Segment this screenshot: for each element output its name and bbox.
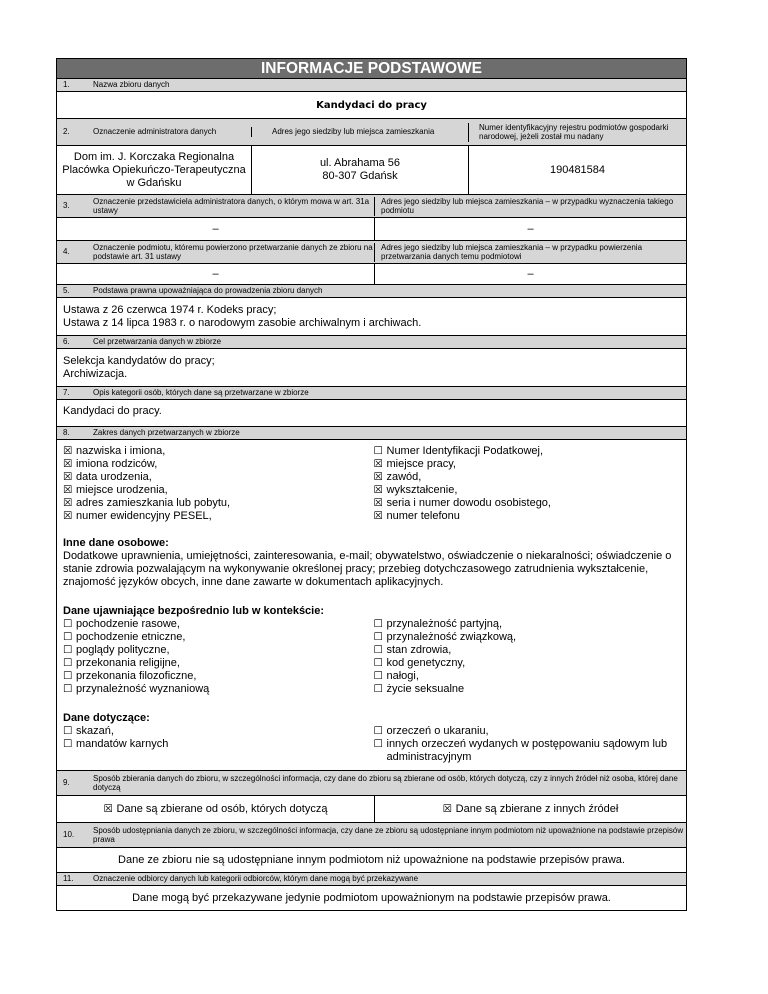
list-item	[63, 618, 370, 631]
list-item	[63, 471, 370, 484]
checked-box-icon[interactable]: ☒	[63, 484, 73, 496]
list-item	[63, 458, 370, 471]
checked-box-icon[interactable]: ☒	[373, 484, 383, 496]
administrator-name	[57, 146, 251, 194]
processor-name: –	[212, 267, 219, 280]
unchecked-box-icon[interactable]: ☐	[373, 445, 383, 457]
list-item	[63, 445, 370, 458]
registry-form	[56, 58, 687, 911]
representative-name: –	[212, 222, 219, 235]
list-item-label: przynależność związkową,	[386, 631, 517, 643]
list-item-label: innych orzeczeń wydanych w postępowaniu sądowym lub administracyjnym	[386, 738, 668, 763]
checkbox-label: Dane są zbierane z innych źródeł	[455, 802, 619, 815]
section-4-right-header: Adres jego siedziby lub miejsca zamieszkania – w przypadku powierzenia przetwarzania danych temu podmiotowi	[374, 243, 686, 262]
list-item	[374, 670, 681, 683]
unchecked-box-icon[interactable]: ☐	[373, 683, 383, 695]
other-data-heading: Inne dane osobowe:	[63, 537, 169, 549]
data-scope	[57, 439, 686, 770]
list-item-label: przynależność partyjną,	[386, 618, 503, 630]
checked-box-icon[interactable]: ☒	[63, 445, 73, 457]
checked-box-icon[interactable]: ☒	[373, 471, 383, 483]
checkbox-label: Dane są zbierane od osób, których dotyczą	[116, 802, 328, 815]
list-item	[374, 445, 681, 458]
list-item	[63, 631, 370, 644]
administrator-line: Placówka Opiekuńczo-Terapeutyczna	[62, 163, 246, 176]
list-item-label: przekonania religijne,	[76, 657, 180, 669]
list-item-label: kod genetyczny,	[386, 657, 466, 669]
section-11-header	[57, 872, 686, 885]
processor-address: –	[374, 264, 686, 284]
unchecked-box-icon[interactable]: ☐	[63, 631, 73, 643]
list-item	[63, 670, 370, 683]
list-item-label: przynależność wyznaniową	[76, 683, 210, 695]
unchecked-box-icon[interactable]: ☐	[63, 644, 73, 656]
unchecked-box-icon[interactable]: ☐	[373, 725, 383, 737]
unchecked-box-icon[interactable]: ☐	[63, 683, 73, 695]
section-label: Oznaczenie podmiotu, któremu powierzono przetwarzanie danych ze zbioru na podstawie art. 31 ustawy	[93, 242, 373, 261]
list-item	[63, 738, 370, 751]
administrator-line: Dom im. J. Korczaka Regionalna	[73, 150, 235, 163]
section-8-header	[57, 426, 686, 439]
list-item-label: przekonania filozoficzne,	[76, 670, 197, 682]
list-item	[374, 497, 681, 510]
list-item	[374, 458, 681, 471]
section-7-header	[57, 386, 686, 399]
checked-box-icon[interactable]: ☒	[63, 471, 73, 483]
unchecked-box-icon[interactable]: ☐	[373, 657, 383, 669]
collection-from-subjects	[57, 796, 374, 822]
unchecked-box-icon[interactable]: ☐	[373, 644, 383, 656]
list-item-label: pochodzenie rasowe,	[76, 618, 180, 630]
section-label: Sposób zbierania danych do zbioru, w szczególności informacja, czy dane do zbioru są zbierane od osób, których dotyczą, czy z innych źródeł niż osoba, której dane dotyczą	[93, 773, 678, 792]
list-item	[374, 471, 681, 484]
list-item	[63, 657, 370, 670]
list-item-label: seria i numer dowodu osobistego,	[386, 497, 551, 509]
list-item	[374, 725, 681, 738]
list-item-label: stan zdrowia,	[386, 644, 452, 656]
list-item-label: nazwiska i imiona,	[76, 445, 166, 457]
section-label: Sposób udostępniania danych ze zbioru, w szczególności informacja, czy dane ze zbioru są udostępniane innym podmiotom niż upoważnione na podstawie przepisów prawa	[93, 825, 684, 844]
data-scope-columns	[63, 445, 680, 523]
section-3-right-header: Adres jego siedziby lub miejsca zamieszkania – w przypadku wyznaczenia takiego podmiotu	[374, 197, 686, 216]
legal-basis-line: Ustawa z 14 lipca 1983 r. o narodowym zasobie archiwalnym i archiwach.	[63, 317, 422, 329]
list-item	[374, 510, 681, 523]
unchecked-box-icon[interactable]: ☐	[63, 738, 73, 750]
unchecked-box-icon[interactable]: ☐	[373, 738, 383, 750]
section-9-header	[57, 770, 686, 795]
section-4-left-header	[57, 243, 374, 262]
list-item-label: życie seksualne	[386, 683, 465, 695]
section-number: 3.	[63, 201, 70, 211]
checkbox-icon[interactable]: ☒	[103, 802, 113, 815]
concerning-data-columns	[63, 725, 680, 764]
section-3-header	[57, 194, 686, 217]
section-2-col3-header: Numer identyfikacyjny rejestru podmiotów gospodarki narodowej, jeżeli został mu nadany	[468, 123, 686, 142]
section-2-col1-header	[57, 127, 251, 137]
checked-box-icon[interactable]: ☒	[373, 510, 383, 522]
list-item	[63, 484, 370, 497]
list-item-label: zawód,	[386, 471, 422, 483]
list-item	[63, 644, 370, 657]
concerning-data-heading: Dane dotyczące:	[63, 712, 150, 724]
section-3-left-header	[57, 197, 374, 216]
data-scope-left-list	[63, 445, 370, 523]
concerning-left-list	[63, 725, 370, 764]
list-item-label: imiona rodziców,	[76, 458, 158, 470]
section-number: 5.	[63, 286, 70, 296]
section-1-header	[57, 78, 686, 91]
sensitive-left-list	[63, 618, 370, 696]
unchecked-box-icon[interactable]: ☐	[63, 618, 73, 630]
list-item-label: wykształcenie,	[386, 484, 458, 496]
list-item-label: orzeczeń o ukaraniu,	[386, 725, 489, 737]
address-line: 80-307 Gdańsk	[322, 170, 398, 182]
list-item	[63, 510, 370, 523]
section-9-value-row	[57, 795, 686, 822]
list-item-label: data urodzenia,	[76, 471, 152, 483]
list-item	[374, 683, 681, 696]
unchecked-box-icon[interactable]: ☐	[373, 631, 383, 643]
dataset-name: Kandydaci do pracy	[316, 99, 427, 111]
checkbox-icon[interactable]: ☒	[442, 802, 453, 815]
list-item-label: miejsce pracy,	[386, 458, 456, 470]
legal-basis	[57, 297, 686, 335]
section-number: 9.	[63, 778, 70, 788]
unchecked-box-icon[interactable]: ☐	[373, 670, 383, 682]
section-label: Oznaczenie przedstawiciela administratora danych, o którym mowa w art. 31a ustawy	[93, 196, 370, 215]
section-4-header	[57, 240, 686, 263]
data-sharing: Dane ze zbioru nie są udostępniane innym podmiotom niż upoważnione na podstawie przepisów prawa.	[57, 847, 686, 872]
unchecked-box-icon[interactable]: ☐	[373, 618, 383, 630]
section-2-value-row	[57, 145, 686, 194]
list-item	[374, 484, 681, 497]
list-item	[374, 618, 681, 631]
section-label: Zakres danych przetwarzanych w zbiorze	[93, 428, 240, 438]
checked-box-icon[interactable]: ☒	[63, 458, 73, 470]
representative-address: –	[374, 218, 686, 240]
list-item-label: skazań,	[76, 725, 114, 737]
checked-box-icon[interactable]: ☒	[63, 497, 73, 509]
section-number: 8.	[63, 428, 70, 438]
section-10-header	[57, 822, 686, 847]
unchecked-box-icon[interactable]: ☐	[63, 725, 73, 737]
list-item	[63, 725, 370, 738]
address-line: ul. Abrahama 56	[319, 157, 401, 169]
section-number: 2.	[63, 127, 70, 137]
section-label: Oznaczenie odbiorcy danych lub kategorii odbiorców, którym dane mogą być przekazywane	[93, 874, 419, 884]
list-item-label: adres zamieszkania lub pobytu,	[76, 497, 231, 509]
section-1-value-row	[57, 91, 686, 118]
concerning-right-list	[370, 725, 681, 764]
list-item-label: miejsce urodzenia,	[76, 484, 168, 496]
section-number: 4.	[63, 247, 70, 257]
list-item	[374, 644, 681, 657]
section-number: 6.	[63, 337, 70, 347]
form-title: INFORMACJE PODSTAWOWE	[57, 58, 686, 78]
sensitive-data-heading: Dane ujawniające bezpośrednio lub w kontekście:	[63, 605, 325, 617]
list-item-label: numer ewidencyjny PESEL,	[76, 510, 212, 522]
administrator-address	[251, 146, 468, 194]
list-item-label: Numer Identyfikacji Podatkowej,	[386, 445, 544, 457]
section-number: 1.	[63, 80, 70, 90]
list-item	[374, 631, 681, 644]
section-number: 11.	[63, 874, 74, 884]
section-label: Nazwa zbioru danych	[93, 80, 170, 90]
administrator-line: w Gdańsku	[126, 176, 182, 189]
list-item-label: mandatów karnych	[76, 738, 169, 750]
checked-box-icon[interactable]: ☒	[373, 497, 383, 509]
list-item	[374, 657, 681, 670]
section-4-value-row	[57, 263, 686, 284]
list-item	[63, 683, 370, 696]
data-scope-right-list	[370, 445, 681, 523]
section-label: Podstawa prawna upoważniająca do prowadzenia zbioru danych	[93, 286, 323, 296]
checked-box-icon[interactable]: ☒	[63, 510, 73, 522]
other-data-text: Dodatkowe uprawnienia, umiejętności, zainteresowania, e-mail; obywatelstwo, oświadczenie o niekaralności; oświadczenie o stanie zdrowia pozwalającym na wykonywanie określonej pracy; przebieg dotychczasowego zatrudnienia wykształcenie, znajomość języków obcych, inne dane zawarte w dokumentach aplikacyjnych.	[63, 550, 672, 588]
section-2-col2-header: Adres jego siedziby lub miejsca zamieszkania	[251, 127, 468, 137]
regon-number: 190481584	[468, 146, 686, 194]
list-item-label: numer telefonu	[386, 510, 460, 522]
list-item-label: pochodzenie etniczne,	[76, 631, 186, 643]
section-5-header	[57, 284, 686, 297]
list-item-label: poglądy polityczne,	[76, 644, 170, 656]
checked-box-icon[interactable]: ☒	[373, 458, 383, 470]
collection-from-other-sources	[374, 796, 686, 822]
sensitive-right-list	[370, 618, 681, 696]
section-label: Oznaczenie administratora danych	[93, 127, 217, 137]
purpose-line: Selekcja kandydatów do pracy;	[63, 355, 215, 367]
section-6-header	[57, 335, 686, 348]
section-number: 7.	[63, 388, 70, 398]
processing-purpose	[57, 348, 686, 386]
section-2-header	[57, 118, 686, 145]
unchecked-box-icon[interactable]: ☐	[63, 670, 73, 682]
list-item	[374, 738, 681, 764]
list-item	[63, 497, 370, 510]
person-categories: Kandydaci do pracy.	[57, 399, 686, 426]
data-recipients: Dane mogą być przekazywane jedynie podmiotom upoważnionym na podstawie przepisów prawa.	[57, 885, 686, 911]
list-item-label: nałogi,	[386, 670, 419, 682]
section-3-value-row	[57, 217, 686, 240]
purpose-line: Archiwizacja.	[63, 368, 128, 380]
sensitive-data-columns	[63, 618, 680, 696]
section-label: Cel przetwarzania danych w zbiorze	[93, 337, 222, 347]
section-label: Opis kategorii osób, których dane są przetwarzane w zbiorze	[93, 388, 309, 398]
unchecked-box-icon[interactable]: ☐	[63, 657, 73, 669]
legal-basis-line: Ustawa z 26 czerwca 1974 r. Kodeks pracy;	[63, 304, 277, 316]
section-number: 10.	[63, 830, 75, 840]
